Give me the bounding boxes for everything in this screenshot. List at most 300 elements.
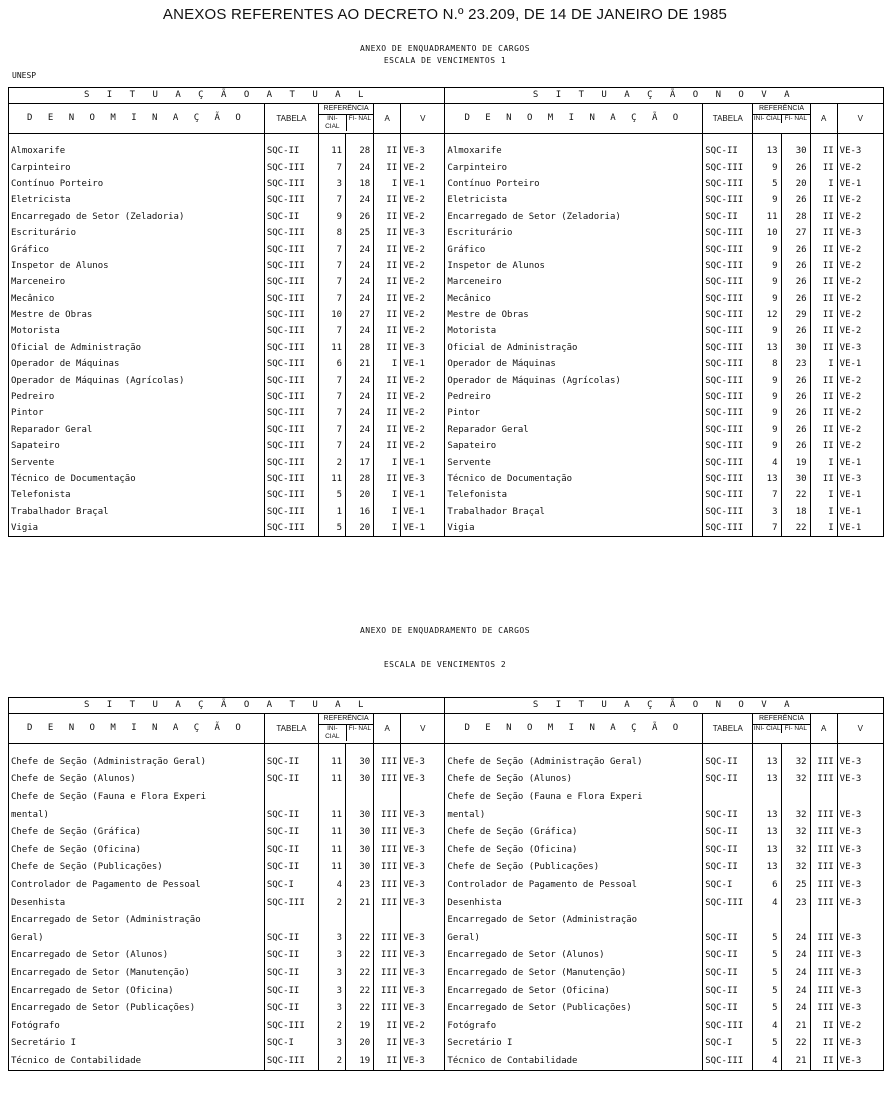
cell-tabela-atual: SQC-III [264, 275, 318, 291]
cell-denominacao-atual: Secretário I [9, 1035, 265, 1053]
col-v: V [401, 104, 445, 134]
cell-denominacao-nova: Contínuo Porteiro [445, 176, 703, 192]
cell-inicial-atual [319, 912, 346, 930]
cell-v-atual: VE-2 [401, 389, 445, 405]
cell-v-nova: VE-3 [837, 771, 883, 789]
cell-v-atual: VE-3 [401, 824, 445, 842]
cell-v-nova: VE-1 [837, 455, 883, 471]
cell-a-nova: II [810, 324, 837, 340]
cell-a-atual [374, 789, 401, 807]
cell-a-atual: I [374, 176, 401, 192]
table-row [9, 841, 884, 859]
cell-tabela-atual: SQC-III [264, 373, 318, 389]
cell-final-nova: 26 [781, 439, 810, 455]
cell-a-nova: III [810, 841, 837, 859]
cell-tabela-nova: SQC-II [703, 209, 753, 225]
cell-v-nova: VE-3 [837, 982, 883, 1000]
cell-inicial-atual: 7 [319, 406, 346, 422]
cell-v-nova: VE-2 [837, 324, 883, 340]
cell-denominacao-atual: Trabalhador Braçal [9, 504, 265, 520]
situacao-nova-header: S I T U A Ç Ã O N O V A [445, 88, 884, 104]
table-row [9, 455, 884, 471]
cell-a-atual: II [374, 225, 401, 241]
cell-v-atual: VE-3 [401, 841, 445, 859]
cell-final-atual: 26 [346, 209, 374, 225]
cell-denominacao-nova: Controlador de Pagamento de Pessoal [445, 877, 703, 895]
cell-v-nova: VE-3 [837, 340, 883, 356]
cell-tabela-nova: SQC-II [703, 841, 753, 859]
cell-final-nova: 24 [781, 965, 810, 983]
cell-final-atual: 20 [346, 488, 374, 504]
cell-tabela-nova: SQC-III [703, 193, 753, 209]
cell-denominacao-atual: Mestre de Obras [9, 307, 265, 323]
cell-final-nova: 32 [781, 859, 810, 877]
cell-final-atual [346, 789, 374, 807]
cell-tabela-nova: SQC-III [703, 340, 753, 356]
cell-a-atual: III [374, 859, 401, 877]
cell-v-nova: VE-2 [837, 193, 883, 209]
cell-tabela-nova: SQC-III [703, 307, 753, 323]
cell-tabela-atual: SQC-III [264, 406, 318, 422]
col-tabela: TABELA [264, 104, 318, 134]
cell-v-nova: VE-3 [837, 471, 883, 487]
cell-denominacao-atual: Vigia [9, 520, 265, 536]
cell-denominacao-atual: Operador de Máquinas (Agrícolas) [9, 373, 265, 389]
cell-tabela-atual: SQC-III [264, 357, 318, 373]
cell-a-nova [810, 912, 837, 930]
cell-inicial-nova: 4 [753, 1053, 781, 1071]
cell-denominacao-nova: Marceneiro [445, 275, 703, 291]
cell-inicial-nova: 13 [753, 824, 781, 842]
cell-a-atual: III [374, 947, 401, 965]
col-denominacao: D E N O M I N A Ç Ã O [9, 104, 265, 134]
cell-denominacao-atual: Oficial de Administração [9, 340, 265, 356]
cell-denominacao-nova: Fotógrafo [445, 1017, 703, 1035]
cell-a-atual: III [374, 965, 401, 983]
cell-tabela-atual: SQC-III [264, 160, 318, 176]
cell-denominacao-nova: Técnico de Contabilidade [445, 1053, 703, 1071]
cell-final-atual: 30 [346, 824, 374, 842]
cell-v-nova: VE-3 [837, 1035, 883, 1053]
cell-inicial-nova: 13 [753, 806, 781, 824]
cell-final-atual: 20 [346, 520, 374, 536]
cell-denominacao-nova: Chefe de Seção (Oficina) [445, 841, 703, 859]
cell-final-atual: 17 [346, 455, 374, 471]
cell-tabela-atual: SQC-II [264, 771, 318, 789]
cell-denominacao-nova: Inspetor de Alunos [445, 258, 703, 274]
cell-v-atual: VE-3 [401, 947, 445, 965]
cell-a-atual: III [374, 929, 401, 947]
cell-inicial-atual: 11 [319, 824, 346, 842]
cell-final-atual: 30 [346, 754, 374, 772]
cell-final-atual: 24 [346, 439, 374, 455]
cell-denominacao-atual: Contínuo Porteiro [9, 176, 265, 192]
cell-tabela-atual: SQC-III [264, 242, 318, 258]
cell-final-nova [781, 912, 810, 930]
table-row [9, 258, 884, 274]
cell-inicial-nova [753, 912, 781, 930]
cell-denominacao-nova: mental) [445, 806, 703, 824]
table-row [9, 965, 884, 983]
cell-v-atual: VE-1 [401, 176, 445, 192]
referencia-label: REFERÊNCIA [319, 104, 373, 115]
cell-tabela-nova: SQC-III [703, 176, 753, 192]
cell-final-nova: 24 [781, 947, 810, 965]
cell-a-atual: III [374, 841, 401, 859]
table-row [9, 824, 884, 842]
cell-a-nova: II [810, 439, 837, 455]
table-row [9, 307, 884, 323]
cell-denominacao-nova: Desenhista [445, 894, 703, 912]
cell-inicial-nova: 9 [753, 258, 781, 274]
cell-v-atual: VE-2 [401, 291, 445, 307]
cell-denominacao-atual: Almoxarife [9, 144, 265, 160]
cell-v-nova: VE-2 [837, 242, 883, 258]
cell-denominacao-atual: Encarregado de Setor (Manutenção) [9, 965, 265, 983]
cell-final-atual: 22 [346, 965, 374, 983]
cell-v-atual: VE-3 [401, 965, 445, 983]
cell-inicial-nova: 13 [753, 144, 781, 160]
cell-inicial-nova: 8 [753, 357, 781, 373]
cell-a-nova: II [810, 340, 837, 356]
cell-inicial-atual: 7 [319, 193, 346, 209]
cell-inicial-atual: 8 [319, 225, 346, 241]
cell-a-atual: II [374, 291, 401, 307]
cell-a-atual: II [374, 1053, 401, 1071]
cell-inicial-nova: 13 [753, 841, 781, 859]
cell-a-nova: II [810, 291, 837, 307]
cell-final-atual: 30 [346, 841, 374, 859]
cell-v-atual: VE-3 [401, 859, 445, 877]
cell-final-atual: 19 [346, 1053, 374, 1071]
annex2-table [8, 697, 884, 1071]
cell-v-atual: VE-2 [401, 373, 445, 389]
cell-inicial-nova: 9 [753, 242, 781, 258]
referencia-label-2: REFERÊNCIA [319, 714, 373, 725]
cell-denominacao-atual: Sapateiro [9, 439, 265, 455]
cell-inicial-nova: 4 [753, 1017, 781, 1035]
cell-inicial-atual: 3 [319, 176, 346, 192]
cell-inicial-atual: 7 [319, 275, 346, 291]
cell-final-nova: 26 [781, 291, 810, 307]
cell-v-nova [837, 789, 883, 807]
cell-a-nova: III [810, 859, 837, 877]
cell-a-nova: I [810, 357, 837, 373]
table-row [9, 1000, 884, 1018]
cell-v-nova: VE-2 [837, 373, 883, 389]
cell-v-atual: VE-3 [401, 877, 445, 895]
cell-denominacao-nova: Encarregado de Setor (Zeladoria) [445, 209, 703, 225]
col-final: FI- NAL [346, 115, 374, 131]
table-row [9, 1035, 884, 1053]
cell-inicial-nova: 9 [753, 275, 781, 291]
cell-denominacao-atual: Técnico de Documentação [9, 471, 265, 487]
table-row [9, 357, 884, 373]
cell-inicial-atual: 11 [319, 340, 346, 356]
cell-inicial-atual: 11 [319, 841, 346, 859]
cell-denominacao-atual: Técnico de Contabilidade [9, 1053, 265, 1071]
col-denominacao-nova: D E N O M I N A Ç Ã O [445, 104, 703, 134]
cell-final-atual: 24 [346, 160, 374, 176]
cell-v-atual: VE-2 [401, 307, 445, 323]
cell-denominacao-atual: Chefe de Seção (Alunos) [9, 771, 265, 789]
cell-denominacao-atual: Eletricista [9, 193, 265, 209]
col-referencia [319, 104, 374, 134]
cell-denominacao-atual: Motorista [9, 324, 265, 340]
cell-inicial-nova: 13 [753, 859, 781, 877]
cell-a-atual: III [374, 1000, 401, 1018]
cell-v-atual: VE-2 [401, 258, 445, 274]
cell-v-nova: VE-1 [837, 504, 883, 520]
cell-final-nova: 30 [781, 340, 810, 356]
table-row [9, 324, 884, 340]
cell-tabela-atual: SQC-I [264, 877, 318, 895]
cell-tabela-nova: SQC-III [703, 291, 753, 307]
col-a-nova: A [810, 104, 837, 134]
cell-v-nova: VE-1 [837, 176, 883, 192]
col-tabela-nova: TABELA [703, 104, 753, 134]
cell-denominacao-atual: Encarregado de Setor (Administração [9, 912, 265, 930]
cell-v-atual: VE-1 [401, 488, 445, 504]
cell-v-nova: VE-3 [837, 824, 883, 842]
cell-inicial-atual: 11 [319, 754, 346, 772]
cell-tabela-nova: SQC-II [703, 771, 753, 789]
cell-a-atual: II [374, 324, 401, 340]
cell-a-nova: II [810, 422, 837, 438]
table-row [9, 242, 884, 258]
cell-tabela-nova: SQC-II [703, 947, 753, 965]
cell-a-nova: II [810, 193, 837, 209]
cell-denominacao-atual: Escriturário [9, 225, 265, 241]
cell-denominacao-nova: Trabalhador Braçal [445, 504, 703, 520]
table-row [9, 406, 884, 422]
cell-tabela-nova: SQC-I [703, 877, 753, 895]
cell-v-nova: VE-3 [837, 859, 883, 877]
cell-a-atual: I [374, 455, 401, 471]
cell-inicial-nova: 7 [753, 520, 781, 536]
cell-tabela-nova: SQC-III [703, 439, 753, 455]
cell-final-nova: 26 [781, 373, 810, 389]
cell-final-atual: 21 [346, 357, 374, 373]
cell-a-atual: III [374, 894, 401, 912]
cell-inicial-nova: 13 [753, 754, 781, 772]
cell-inicial-nova: 9 [753, 406, 781, 422]
cell-v-nova: VE-3 [837, 894, 883, 912]
cell-v-atual: VE-2 [401, 406, 445, 422]
cell-inicial-atual: 3 [319, 929, 346, 947]
cell-a-atual: I [374, 520, 401, 536]
cell-final-nova: 32 [781, 754, 810, 772]
cell-final-atual: 22 [346, 1000, 374, 1018]
cell-tabela-nova: SQC-II [703, 144, 753, 160]
col-referencia-nova [753, 104, 810, 134]
cell-denominacao-atual: Encarregado de Setor (Alunos) [9, 947, 265, 965]
table-row [9, 1053, 884, 1071]
col-referencia-nova-2 [753, 714, 810, 744]
cell-v-atual: VE-1 [401, 520, 445, 536]
cell-final-nova: 24 [781, 929, 810, 947]
cell-inicial-atual: 7 [319, 389, 346, 405]
situacao-atual-header: S I T U A Ç Ã O A T U A L [9, 88, 445, 104]
cell-final-nova: 21 [781, 1017, 810, 1035]
cell-final-nova: 26 [781, 193, 810, 209]
cell-inicial-atual: 5 [319, 488, 346, 504]
cell-inicial-atual: 4 [319, 877, 346, 895]
cell-denominacao-atual: Encarregado de Setor (Zeladoria) [9, 209, 265, 225]
cell-denominacao-nova: Mecânico [445, 291, 703, 307]
cell-v-nova: VE-3 [837, 1053, 883, 1071]
cell-final-atual: 25 [346, 225, 374, 241]
cell-a-nova: II [810, 275, 837, 291]
cell-denominacao-atual: Carpinteiro [9, 160, 265, 176]
cell-denominacao-atual: Desenhista [9, 894, 265, 912]
cell-tabela-atual: SQC-III [264, 455, 318, 471]
cell-tabela-atual [264, 789, 318, 807]
cell-denominacao-atual: Chefe de Seção (Gráfica) [9, 824, 265, 842]
cell-inicial-atual: 3 [319, 1035, 346, 1053]
cell-final-nova: 18 [781, 504, 810, 520]
cell-tabela-nova: SQC-III [703, 357, 753, 373]
table-row [9, 929, 884, 947]
cell-v-atual: VE-3 [401, 771, 445, 789]
cell-v-atual: VE-2 [401, 275, 445, 291]
cell-denominacao-nova: Encarregado de Setor (Publicações) [445, 1000, 703, 1018]
cell-denominacao-atual: Servente [9, 455, 265, 471]
cell-denominacao-nova: Encarregado de Setor (Oficina) [445, 982, 703, 1000]
cell-tabela-atual: SQC-II [264, 1000, 318, 1018]
cell-a-atual: III [374, 754, 401, 772]
cell-inicial-atual: 11 [319, 144, 346, 160]
cell-denominacao-atual: Marceneiro [9, 275, 265, 291]
cell-a-nova: II [810, 209, 837, 225]
cell-a-nova: II [810, 1035, 837, 1053]
cell-inicial-nova: 10 [753, 225, 781, 241]
cell-denominacao-nova: Telefonista [445, 488, 703, 504]
cell-tabela-nova [703, 912, 753, 930]
cell-inicial-atual [319, 789, 346, 807]
cell-a-atual: I [374, 488, 401, 504]
cell-inicial-atual: 2 [319, 1017, 346, 1035]
cell-tabela-nova: SQC-III [703, 225, 753, 241]
cell-a-nova: I [810, 176, 837, 192]
cell-tabela-atual: SQC-I [264, 1035, 318, 1053]
cell-denominacao-nova: Escriturário [445, 225, 703, 241]
cell-a-nova [810, 789, 837, 807]
cell-final-nova: 26 [781, 324, 810, 340]
cell-a-atual: III [374, 806, 401, 824]
table-row [9, 504, 884, 520]
cell-denominacao-nova: Operador de Máquinas (Agrícolas) [445, 373, 703, 389]
table-row [9, 144, 884, 160]
cell-v-atual: VE-2 [401, 324, 445, 340]
cell-denominacao-nova: Reparador Geral [445, 422, 703, 438]
cell-inicial-nova: 11 [753, 209, 781, 225]
cell-inicial-nova: 7 [753, 488, 781, 504]
cell-v-atual: VE-3 [401, 144, 445, 160]
cell-tabela-nova: SQC-III [703, 258, 753, 274]
cell-inicial-atual: 11 [319, 806, 346, 824]
table-row [9, 520, 884, 536]
cell-denominacao-atual: Gráfico [9, 242, 265, 258]
cell-a-atual: II [374, 471, 401, 487]
cell-a-nova: III [810, 982, 837, 1000]
cell-v-nova: VE-2 [837, 275, 883, 291]
cell-v-nova: VE-2 [837, 160, 883, 176]
cell-denominacao-nova: Almoxarife [445, 144, 703, 160]
cell-v-atual: VE-3 [401, 225, 445, 241]
cell-denominacao-nova: Geral) [445, 929, 703, 947]
col-tabela-2: TABELA [264, 714, 318, 744]
cell-inicial-nova: 4 [753, 894, 781, 912]
table-row [9, 877, 884, 895]
cell-inicial-atual: 3 [319, 947, 346, 965]
cell-a-atual: II [374, 258, 401, 274]
cell-tabela-atual: SQC-II [264, 144, 318, 160]
col-final-2: FI- NAL [346, 725, 374, 741]
cell-tabela-nova: SQC-II [703, 859, 753, 877]
cell-a-atual: I [374, 504, 401, 520]
cell-a-nova: I [810, 455, 837, 471]
cell-denominacao-nova: Chefe de Seção (Alunos) [445, 771, 703, 789]
cell-tabela-nova: SQC-II [703, 929, 753, 947]
cell-tabela-atual: SQC-III [264, 439, 318, 455]
cell-tabela-atual: SQC-III [264, 193, 318, 209]
cell-a-atual: III [374, 824, 401, 842]
table-row [9, 176, 884, 192]
cell-denominacao-nova: Técnico de Documentação [445, 471, 703, 487]
cell-a-atual: II [374, 1035, 401, 1053]
cell-denominacao-nova: Chefe de Seção (Fauna e Flora Experi [445, 789, 703, 807]
cell-final-atual: 22 [346, 982, 374, 1000]
cell-a-atual: II [374, 340, 401, 356]
cell-inicial-atual: 11 [319, 471, 346, 487]
cell-inicial-atual: 3 [319, 965, 346, 983]
cell-denominacao-atual: Reparador Geral [9, 422, 265, 438]
cell-a-nova: III [810, 877, 837, 895]
cell-final-atual: 22 [346, 947, 374, 965]
cell-final-nova: 26 [781, 389, 810, 405]
cell-inicial-atual: 7 [319, 373, 346, 389]
cell-tabela-nova [703, 789, 753, 807]
cell-a-atual: II [374, 193, 401, 209]
cell-inicial-atual: 11 [319, 859, 346, 877]
cell-tabela-atual: SQC-III [264, 291, 318, 307]
table-row [9, 275, 884, 291]
cell-v-atual: VE-2 [401, 1017, 445, 1035]
cell-a-atual: II [374, 389, 401, 405]
cell-v-nova: VE-3 [837, 877, 883, 895]
cell-v-nova: VE-1 [837, 488, 883, 504]
cell-denominacao-atual: Chefe de Seção (Publicações) [9, 859, 265, 877]
annex1-caption: ANEXO DE ENQUADRAMENTO DE CARGOS [359, 44, 531, 53]
cell-a-nova: II [810, 406, 837, 422]
cell-final-nova: 22 [781, 488, 810, 504]
cell-tabela-nova: SQC-III [703, 488, 753, 504]
cell-inicial-atual: 3 [319, 982, 346, 1000]
table-row [9, 439, 884, 455]
annex2-scale: ESCALA DE VENCIMENTOS 2 [383, 660, 507, 669]
cell-tabela-nova: SQC-III [703, 455, 753, 471]
cell-inicial-nova: 9 [753, 160, 781, 176]
cell-final-nova: 26 [781, 242, 810, 258]
cell-tabela-atual: SQC-II [264, 824, 318, 842]
situacao-atual-header-2: S I T U A Ç Ã O A T U A L [9, 698, 445, 714]
cell-inicial-atual: 9 [319, 209, 346, 225]
cell-denominacao-atual: mental) [9, 806, 265, 824]
cell-tabela-nova: SQC-II [703, 824, 753, 842]
table-row [9, 754, 884, 772]
cell-final-nova: 20 [781, 176, 810, 192]
